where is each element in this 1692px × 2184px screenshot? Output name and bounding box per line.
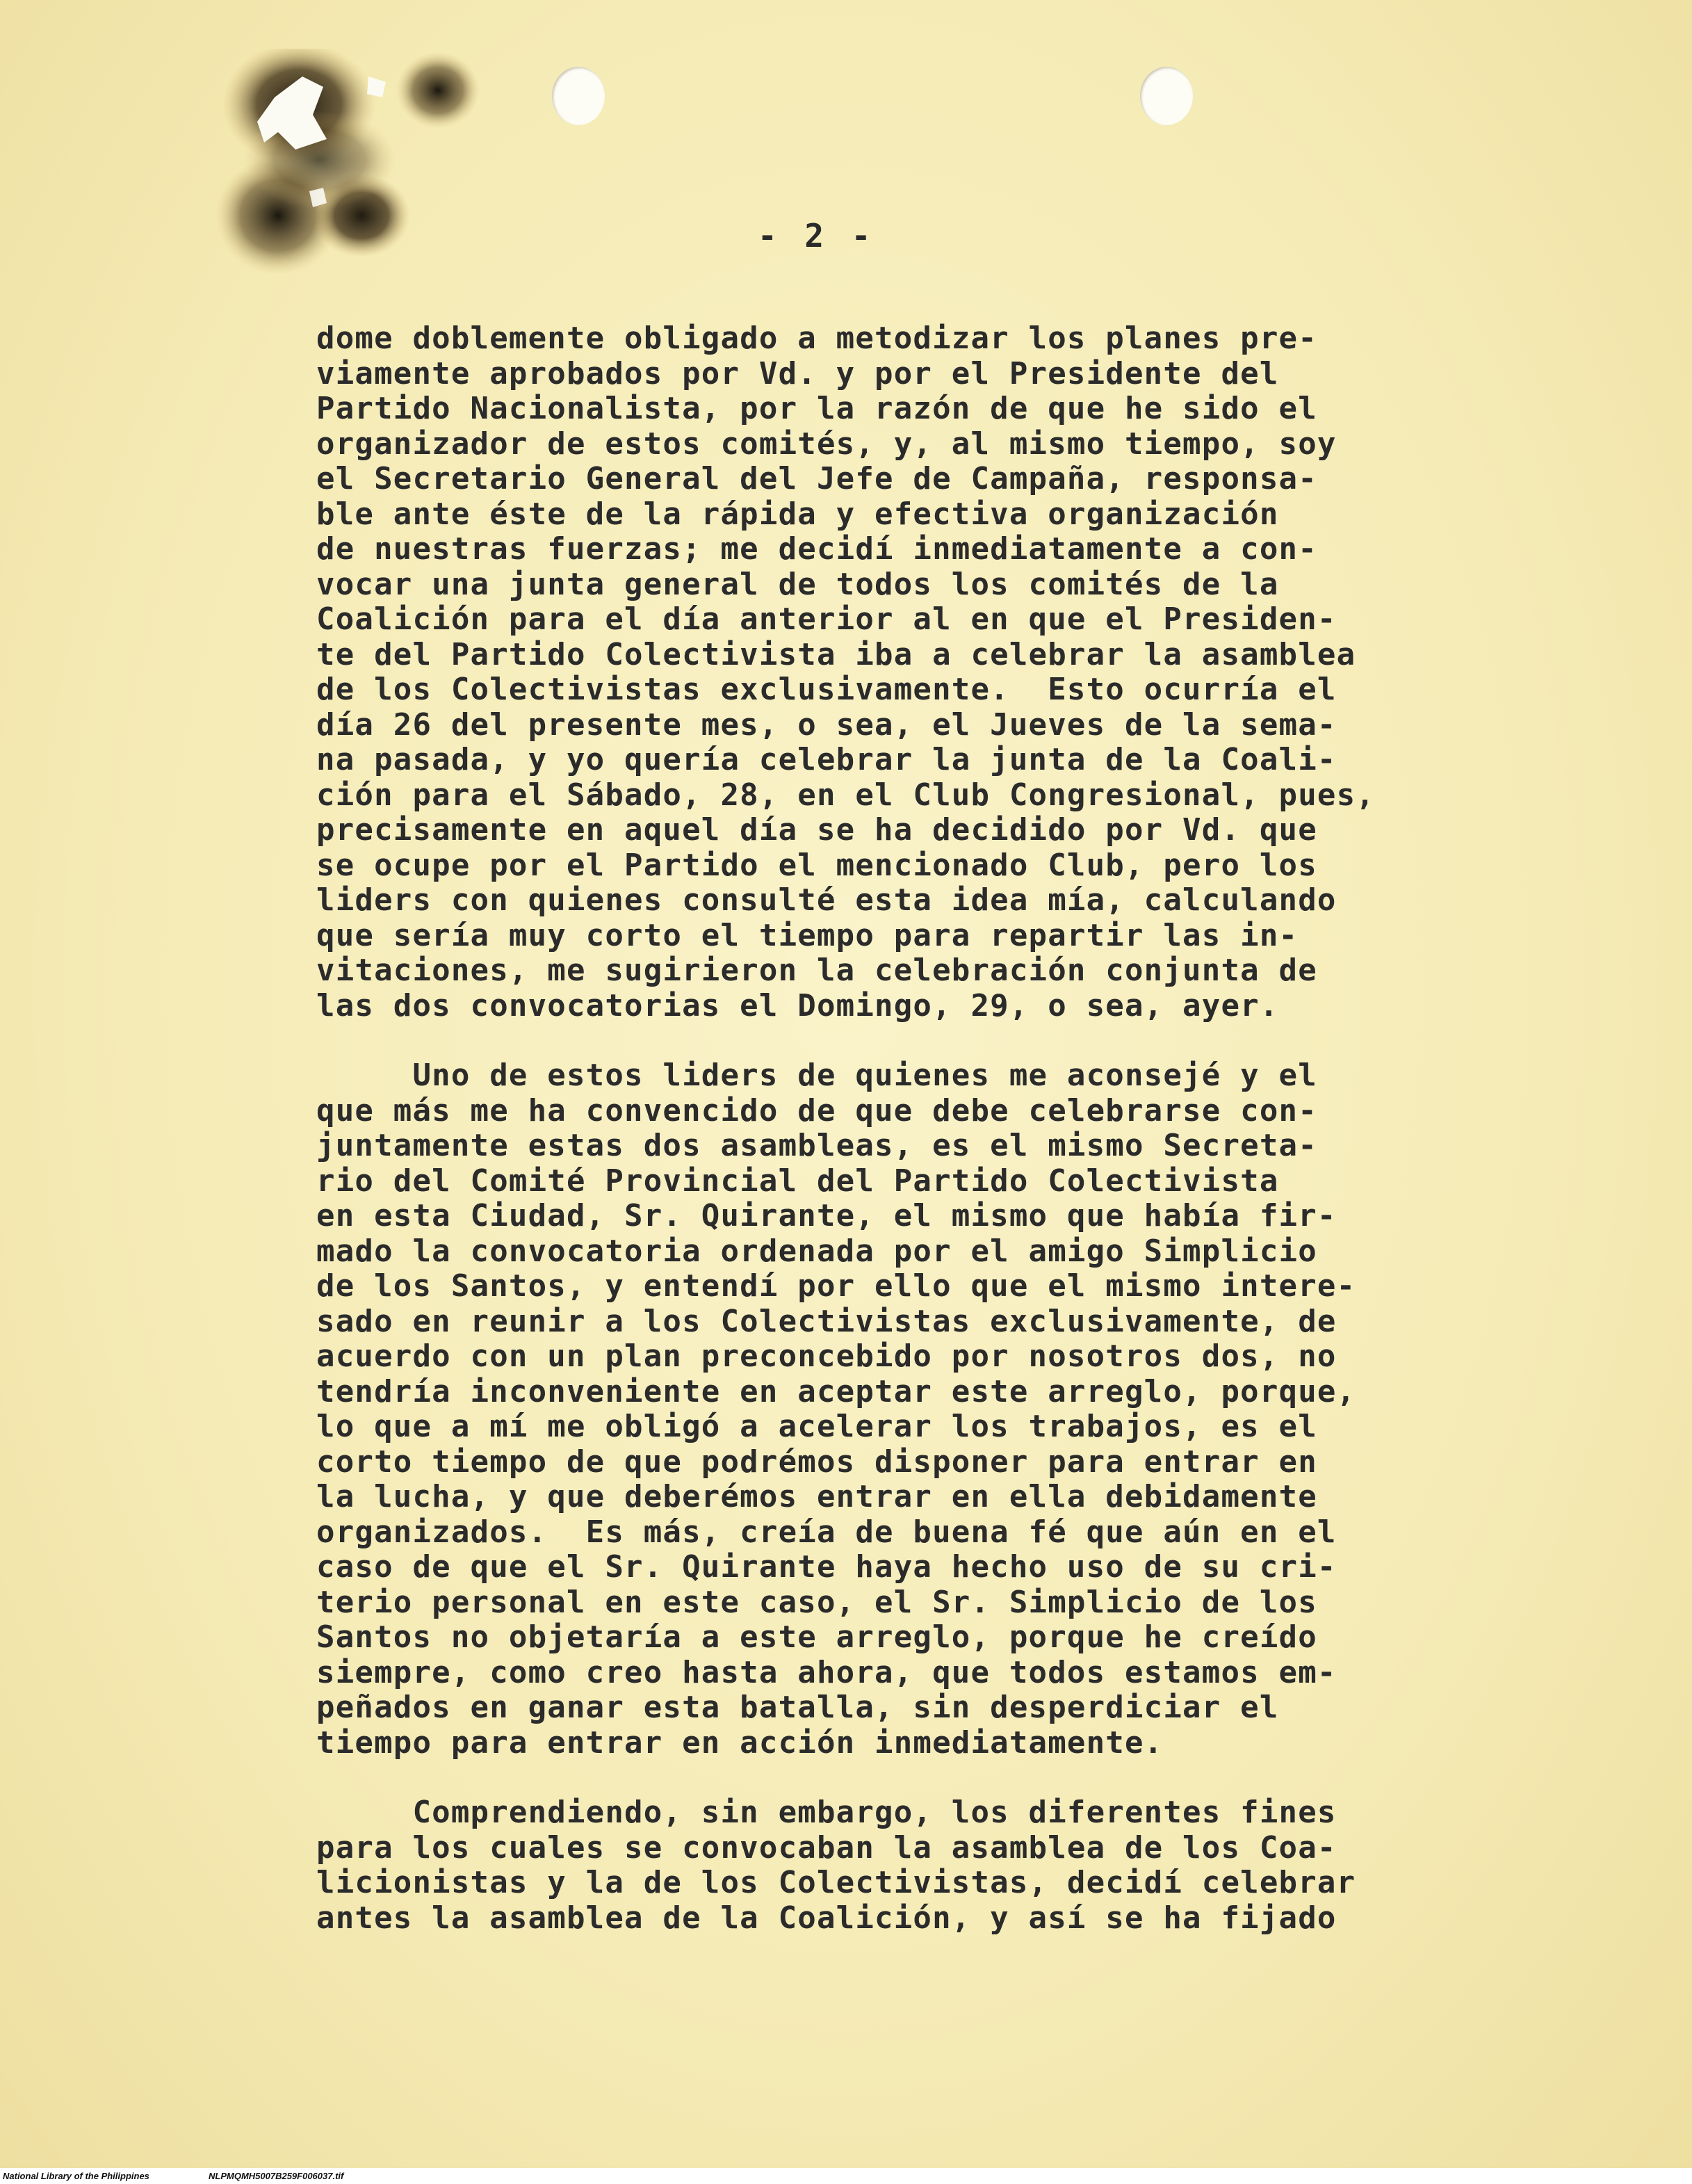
archive-footer — [0, 2168, 1692, 2184]
text-line: antes la asamblea de la Coalición, y así se ha fijado — [316, 1900, 1337, 1936]
text-line: liders con quienes consulté esta idea mía, calculando — [316, 882, 1337, 918]
text-line: organizador de estos comités, y, al mismo tiempo, soy — [316, 426, 1337, 462]
paragraph — [316, 1795, 1470, 1936]
file-code: NLPMQMH5007B259F006037.tif — [209, 2171, 344, 2181]
text-line: sado en reunir a los Colectivistas exclusivamente, de — [316, 1303, 1337, 1339]
letter-body — [316, 321, 1470, 1936]
text-line: que más me ha convencido de que debe celebrarse con- — [316, 1092, 1317, 1129]
text-line: las dos convocatorias el Domingo, 29, o sea, ayer. — [316, 987, 1279, 1024]
text-line: el Secretario General del Jefe de Campaña, responsa- — [316, 461, 1317, 496]
paragraph-gap — [316, 1761, 1470, 1795]
page-number: - 2 - — [758, 217, 875, 254]
punch-hole-right — [1140, 67, 1193, 125]
text-line: tendría inconveniente en aceptar este arreglo, porque, — [316, 1373, 1356, 1409]
text-line: precisamente en aquel día se ha decidido por Vd. que — [316, 812, 1317, 848]
text-line: ble ante éste de la rápida y efectiva organización — [316, 496, 1279, 532]
text-line: se ocupe por el Partido el mencionado Club, pero los — [316, 847, 1317, 883]
text-line: día 26 del presente mes, o sea, el Jueves de la sema- — [316, 706, 1337, 743]
paragraph — [316, 321, 1470, 1024]
punch-hole-left — [552, 67, 605, 125]
text-line: de los Colectivistas exclusivamente. Esto ocurría el — [316, 672, 1337, 707]
text-line: Partido Nacionalista, por la razón de que he sido el — [316, 391, 1317, 426]
text-line: siempre, como creo hasta ahora, que todos estamos em- — [316, 1654, 1337, 1690]
burn-stain — [209, 49, 501, 306]
text-line: vitaciones, me sugirieron la celebración conjunta de — [316, 953, 1317, 988]
text-line: de los Santos, y entendí por ello que el mismo intere- — [316, 1268, 1356, 1304]
text-line: la lucha, y que deberémos entrar en ella debidamente — [316, 1479, 1317, 1514]
text-line: tiempo para entrar en acción inmediatamente. — [316, 1724, 1164, 1761]
text-line: para los cuales se convocaban la asamblea de los Coa- — [316, 1829, 1337, 1866]
text-line: vocar una junta general de todos los comités de la — [316, 566, 1279, 602]
library-credit: National Library of the Philippines — [3, 2171, 149, 2181]
text-line: caso de que el Sr. Quirante haya hecho uso de su cri- — [316, 1549, 1337, 1585]
text-line: peñados en ganar esta batalla, sin desperdiciar el — [316, 1690, 1279, 1725]
text-line: juntamente estas dos asambleas, es el mismo Secreta- — [316, 1128, 1317, 1163]
text-line: Uno de estos liders de quienes me aconsejé y el — [316, 1058, 1317, 1093]
text-line: dome doblemente obligado a metodizar los planes pre- — [316, 321, 1317, 356]
text-line: te del Partido Colectivista iba a celebrar la asamblea — [316, 636, 1356, 672]
text-line: licionistas y la de los Colectivistas, decidí celebrar — [316, 1865, 1356, 1900]
text-line: que sería muy corto el tiempo para repartir las in- — [316, 917, 1299, 953]
text-line: organizados. Es más, creía de buena fé que aún en el — [316, 1514, 1337, 1550]
text-line: lo que a mí me obligó a acelerar los trabajos, es el — [316, 1409, 1317, 1444]
text-line: de nuestras fuerzas; me decidí inmediatamente a con- — [316, 531, 1317, 567]
text-line: Comprendiendo, sin embargo, los diferentes fines — [316, 1795, 1337, 1830]
text-line: na pasada, y yo quería celebrar la junta de la Coali- — [316, 742, 1337, 777]
text-line: en esta Ciudad, Sr. Quirante, el mismo que había fir- — [316, 1198, 1337, 1233]
text-line: viamente aprobados por Vd. y por el Presidente del — [316, 355, 1279, 391]
paragraph-gap — [316, 1024, 1470, 1058]
text-line: Santos no objetaría a este arreglo, porque he creído — [316, 1619, 1317, 1655]
text-line: mado la convocatoria ordenada por el amigo Simplicio — [316, 1233, 1317, 1269]
text-line: rio del Comité Provincial del Partido Colectivista — [316, 1163, 1279, 1199]
text-line: acuerdo con un plan preconcebido por nosotros dos, no — [316, 1338, 1337, 1374]
text-line: terio personal en este caso, el Sr. Simplicio de los — [316, 1584, 1317, 1620]
text-line: corto tiempo de que podrémos disponer para entrar en — [316, 1443, 1317, 1480]
paragraph — [316, 1058, 1470, 1761]
text-line: Coalición para el día anterior al en que el Presiden- — [316, 601, 1337, 637]
text-line: ción para el Sábado, 28, en el Club Congresional, pues, — [316, 777, 1375, 813]
